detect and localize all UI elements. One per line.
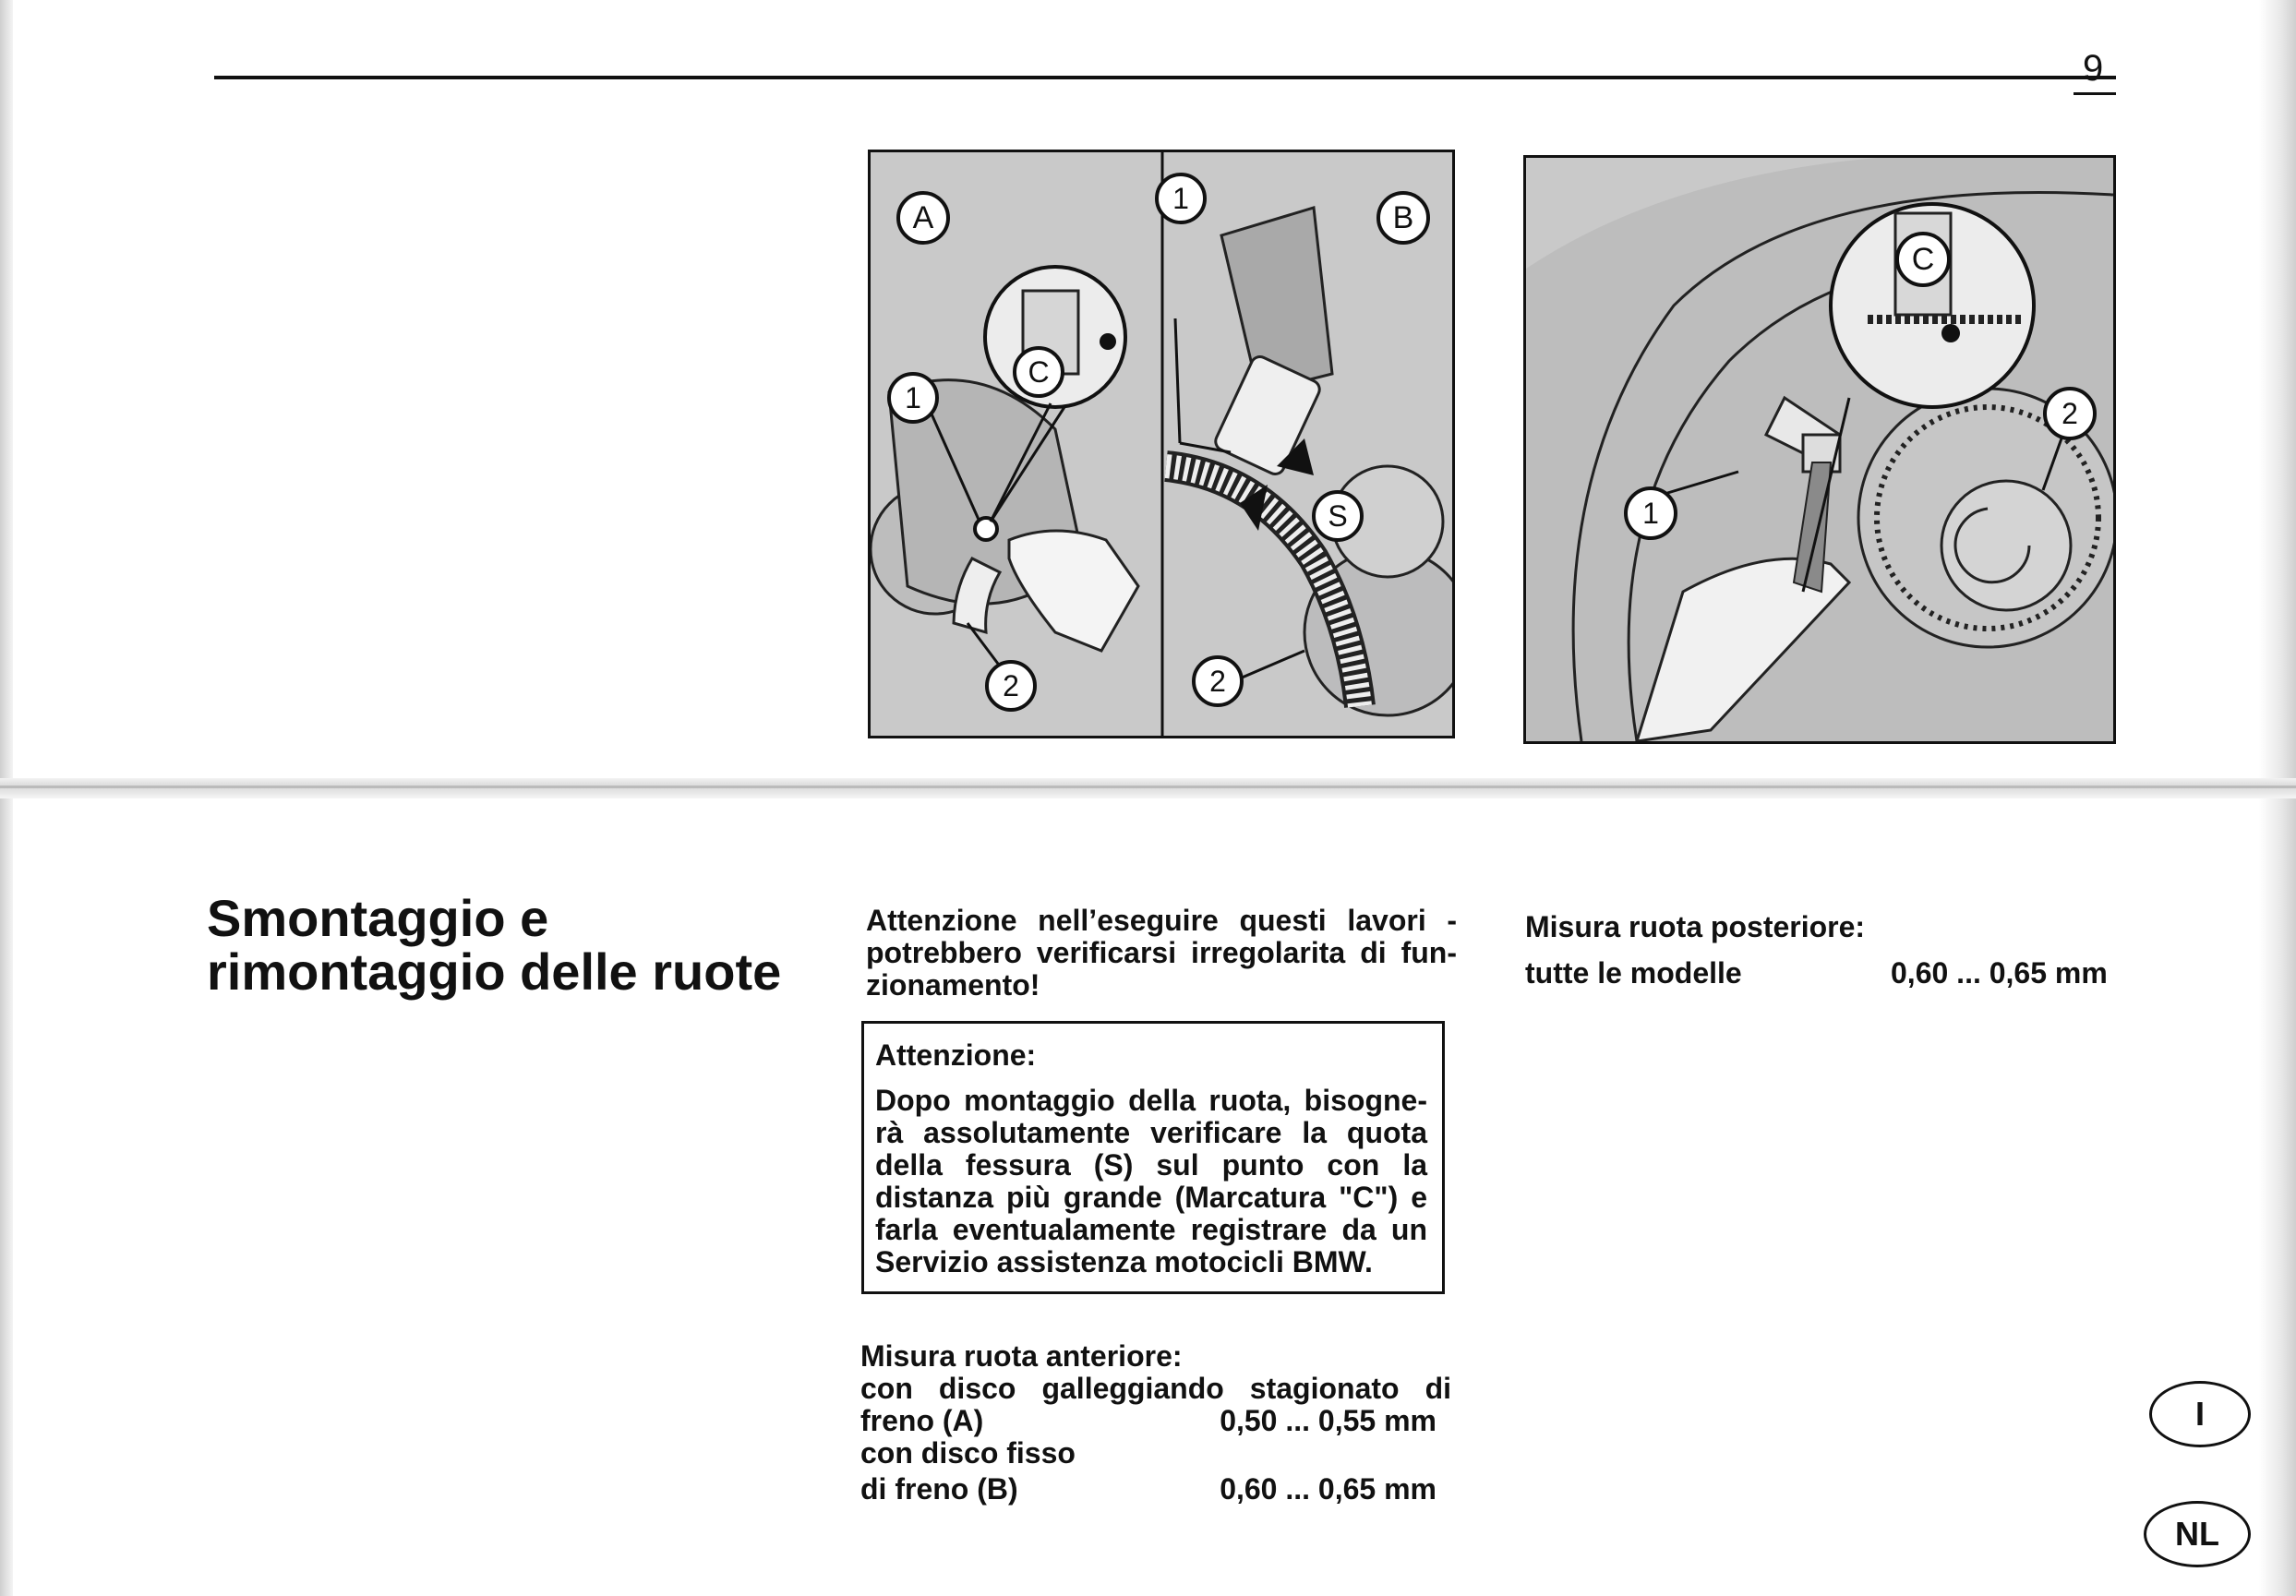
panel-b-label: B [1376, 191, 1430, 245]
panel-a-label: A [896, 191, 950, 245]
callout-a-2: 2 [985, 660, 1037, 712]
panel-b-drawing [1166, 208, 1452, 715]
callout-rear-1: 1 [1624, 486, 1677, 540]
section-title: Smontaggio e rimontaggio delle ruote [207, 889, 782, 1001]
item-b-label: di freno (B) [860, 1472, 1018, 1506]
item-a-value: 0,50 ... 0,55 mm [1220, 1404, 1437, 1437]
figure-front-wheel-drawing [871, 152, 1452, 736]
front-measure [860, 1340, 1451, 1506]
front-measure-line1: con disco galleggiando stagionato di [860, 1372, 1451, 1405]
callout-b-1: 1 [1155, 173, 1207, 224]
fold-line [0, 786, 2296, 788]
warning-body: Dopo montaggio della ruota, bisogne-rà assolutamente verificare la quota della fessura (S) sul punto con la distanza più grande (Marcatura "C") e farla eventualamente registrare da un Servizio assistenza motocicli BMW. [875, 1084, 1427, 1278]
figure-rear-wheel-drawing [1526, 158, 2113, 741]
front-measure-heading: Misura ruota anteriore: [860, 1339, 1183, 1373]
figure-rear-wheel [1523, 155, 2116, 744]
front-measure-item-a [860, 1405, 1451, 1437]
page-number-underline [2074, 92, 2116, 95]
intro-text: Attenzione nell’eseguire questi lavori - potrebbero verificarsi irregolarita di fun-zionamento! [866, 904, 1457, 1002]
figure-front-wheel [868, 150, 1455, 738]
callout-rear-2: 2 [2043, 387, 2097, 440]
rear-measure-label: tutte le modelle [1525, 956, 1742, 990]
header-rule [214, 76, 2116, 79]
front-measure-item-b [860, 1473, 1451, 1506]
front-measure-line3: con disco fisso [860, 1436, 1076, 1470]
callout-a-1: 1 [887, 372, 939, 424]
callout-b-s: S [1312, 490, 1364, 542]
item-b-value: 0,60 ... 0,65 mm [1220, 1472, 1437, 1506]
warning-box [861, 1021, 1445, 1294]
language-tab-nl[interactable]: NL [2144, 1501, 2251, 1567]
panel-a-drawing [871, 267, 1138, 678]
rear-measure-heading: Misura ruota posteriore: [1525, 910, 1866, 943]
callout-a-c: C [1013, 346, 1064, 398]
language-tab-i[interactable]: I [2149, 1381, 2251, 1447]
callout-c: C [1895, 232, 1951, 287]
page-fold [0, 778, 2296, 798]
callout-b-2: 2 [1192, 655, 1244, 707]
item-a-label: freno (A) [860, 1404, 984, 1437]
warning-heading: Attenzione: [875, 1038, 1037, 1072]
page-number: 9 [2083, 48, 2104, 89]
rear-measure-value: 0,60 ... 0,65 mm [1891, 956, 2108, 990]
